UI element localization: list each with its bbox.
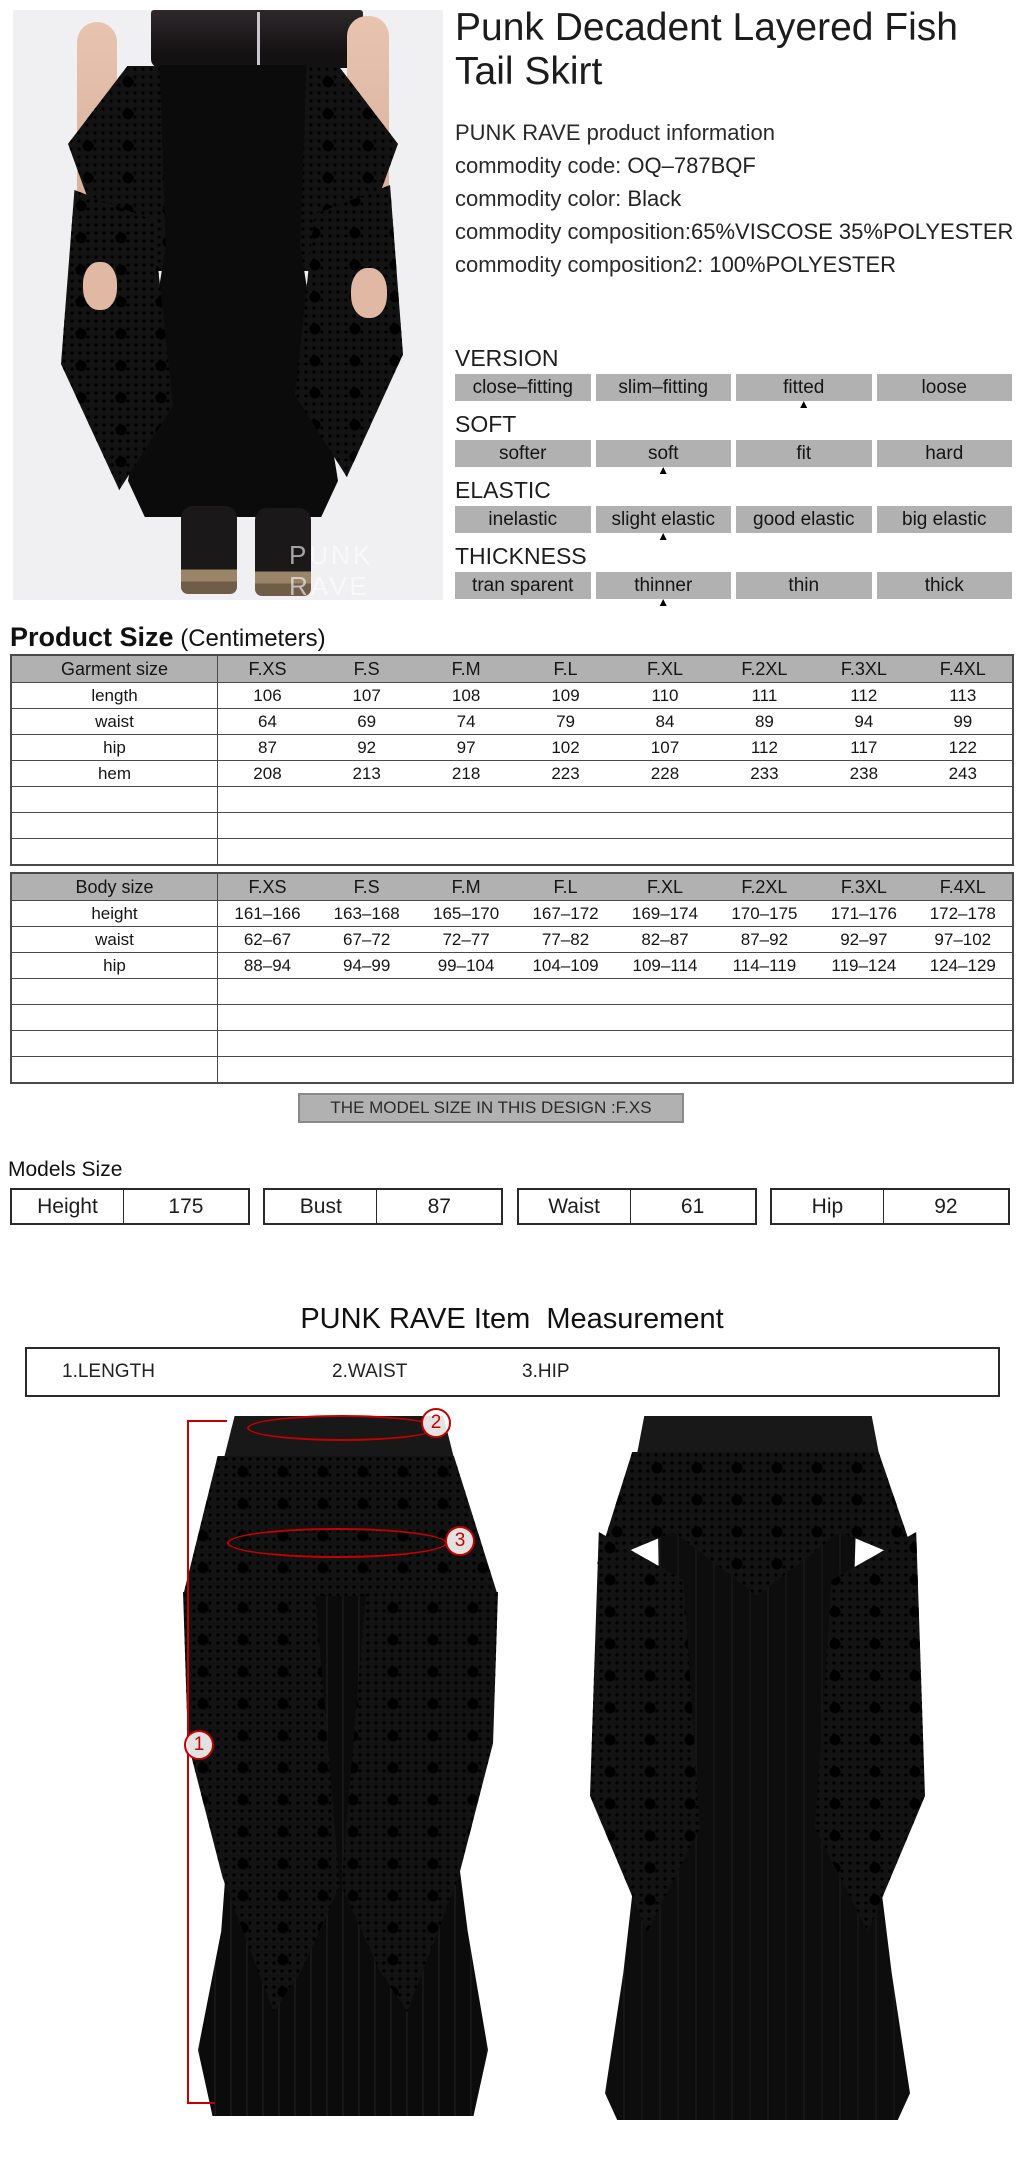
- cell: [615, 979, 714, 1005]
- cell: [715, 813, 814, 839]
- cell: 122: [914, 735, 1013, 761]
- table-row: [11, 901, 1013, 927]
- cell: 111: [715, 683, 814, 709]
- cell: 172–178: [914, 901, 1013, 927]
- attribute-option: loose: [877, 374, 1013, 401]
- cell: [416, 787, 515, 813]
- attribute-group-elastic: [455, 478, 1012, 544]
- cell: [615, 839, 714, 866]
- attribute-title: SOFT: [455, 411, 517, 437]
- cell: 79: [516, 709, 615, 735]
- cell: [715, 787, 814, 813]
- cell: [416, 979, 515, 1005]
- header-cell: F.M: [416, 655, 515, 683]
- length-measure-tick-top: [187, 1420, 227, 1422]
- cell: [914, 979, 1013, 1005]
- cell: 228: [615, 761, 714, 787]
- cell: length: [11, 683, 218, 709]
- cell: [615, 1005, 714, 1031]
- cell: [11, 839, 218, 866]
- cell: 208: [218, 761, 317, 787]
- skirt-front-view: [183, 1412, 518, 2127]
- header-cell: F.2XL: [715, 655, 814, 683]
- attribute-group-version: [455, 346, 1012, 412]
- cell: 92–97: [814, 927, 913, 953]
- cell: 117: [814, 735, 913, 761]
- cell: 99: [914, 709, 1013, 735]
- cell: [218, 813, 317, 839]
- selected-marker-arrow-icon: ▲: [657, 529, 670, 543]
- header-cell: F.L: [516, 655, 615, 683]
- measurement-legend: [25, 1347, 1000, 1397]
- header-cell: F.S: [317, 655, 416, 683]
- model-size-box-hip: [770, 1188, 1010, 1225]
- cell: 87–92: [715, 927, 814, 953]
- attribute-title: ELASTIC: [455, 477, 551, 503]
- field-label: commodity composition:: [455, 219, 691, 244]
- cell: [218, 1005, 317, 1031]
- info-line-code: [455, 149, 1020, 182]
- measurement-legend-item: 3.HIP: [522, 1361, 570, 1382]
- hip-measure-ellipse: [227, 1528, 447, 1558]
- cell: [416, 1057, 515, 1084]
- model-photo: [13, 10, 443, 600]
- cell: 104–109: [516, 953, 615, 979]
- cell: [317, 1057, 416, 1084]
- cell: [317, 1031, 416, 1057]
- cell: 112: [715, 735, 814, 761]
- cell: hip: [11, 735, 218, 761]
- cell: 223: [516, 761, 615, 787]
- corset-zipper: [257, 12, 260, 66]
- cell: 113: [914, 683, 1013, 709]
- cell: 163–168: [317, 901, 416, 927]
- cell: 97: [416, 735, 515, 761]
- cell: 233: [715, 761, 814, 787]
- cell: 84: [615, 709, 714, 735]
- cell: [814, 1031, 913, 1057]
- cell: [516, 787, 615, 813]
- length-measure-tick-bottom: [187, 2102, 215, 2104]
- cell: 109: [516, 683, 615, 709]
- product-size-title: Product Size: [10, 622, 174, 652]
- circled-number-hip: 3: [445, 1526, 475, 1556]
- model-size-label: Waist: [519, 1190, 631, 1223]
- attribute-option: slim–fitting: [596, 374, 732, 401]
- cell: 110: [615, 683, 714, 709]
- cell: 109–114: [615, 953, 714, 979]
- header-cell: F.XS: [218, 873, 317, 901]
- cell: [914, 1005, 1013, 1031]
- table-row: [11, 761, 1013, 787]
- cell: height: [11, 901, 218, 927]
- cell: [615, 813, 714, 839]
- cell: 161–166: [218, 901, 317, 927]
- cell: 92: [317, 735, 416, 761]
- cell: 213: [317, 761, 416, 787]
- cell: 89: [715, 709, 814, 735]
- cell: waist: [11, 927, 218, 953]
- attribute-options-row: [455, 374, 1012, 401]
- cell: [218, 1031, 317, 1057]
- cell: [914, 1031, 1013, 1057]
- model-size-value: 92: [934, 1195, 958, 1218]
- cell: 238: [814, 761, 913, 787]
- header-cell: F.S: [317, 873, 416, 901]
- info-line-composition2: [455, 248, 1020, 281]
- length-measure-line: [187, 1420, 189, 2104]
- cell: [814, 1057, 913, 1084]
- table-row: [11, 979, 1013, 1005]
- table-row: [11, 787, 1013, 813]
- cell: [416, 839, 515, 866]
- model-size-value: 87: [427, 1195, 451, 1218]
- cell: [11, 787, 218, 813]
- table-row: [11, 709, 1013, 735]
- attribute-title: THICKNESS: [455, 543, 587, 569]
- field-value: 65%VISCOSE 35%POLYESTER: [690, 219, 1014, 244]
- platform-shoe-left: [181, 506, 237, 594]
- cell: hip: [11, 953, 218, 979]
- cell: [914, 839, 1013, 866]
- cell: 218: [416, 761, 515, 787]
- cell: [416, 1031, 515, 1057]
- cell: [715, 839, 814, 866]
- product-size-unit: (Centimeters): [173, 625, 326, 652]
- circled-number-length: 1: [184, 1730, 214, 1760]
- cell: 114–119: [715, 953, 814, 979]
- cell: 64: [218, 709, 317, 735]
- cell: [814, 787, 913, 813]
- cell: waist: [11, 709, 218, 735]
- cell: 99–104: [416, 953, 515, 979]
- model-size-box-height: [10, 1188, 250, 1225]
- model-size-box-waist: [517, 1188, 757, 1225]
- brand-watermark: PUNK RAVE: [289, 540, 374, 600]
- cell: [814, 813, 913, 839]
- table-row: [11, 735, 1013, 761]
- cell: [317, 813, 416, 839]
- model-left-hand: [83, 262, 117, 310]
- cell: 77–82: [516, 927, 615, 953]
- cell: [218, 839, 317, 866]
- header-cell: F.2XL: [715, 873, 814, 901]
- attribute-option: good elastic: [736, 506, 872, 533]
- cell: [11, 1057, 218, 1084]
- model-right-hand: [351, 268, 387, 318]
- cell: 169–174: [615, 901, 714, 927]
- cell: [317, 787, 416, 813]
- table-row: [11, 953, 1013, 979]
- cell: 74: [416, 709, 515, 735]
- table-header-row: [11, 873, 1013, 901]
- measurement-legend-item: 2.WAIST: [332, 1361, 408, 1382]
- cell: [914, 787, 1013, 813]
- cell: [715, 979, 814, 1005]
- body-size-table: [10, 872, 1014, 1084]
- attribute-options-row: [455, 572, 1012, 599]
- attribute-options-row: [455, 506, 1012, 533]
- header-cell: F.3XL: [814, 873, 913, 901]
- cell: [615, 1031, 714, 1057]
- cell: [11, 979, 218, 1005]
- header-cell: F.L: [516, 873, 615, 901]
- corset-belt: [151, 10, 363, 68]
- header-cell: Body size: [11, 873, 218, 901]
- model-size-value: 61: [680, 1195, 705, 1218]
- field-label: commodity code:: [455, 153, 628, 178]
- field-value: Black: [627, 186, 682, 211]
- attribute-title: VERSION: [455, 345, 559, 371]
- mesh-overlay: [183, 1456, 498, 1596]
- table-row: [11, 683, 1013, 709]
- info-line-color: [455, 182, 1020, 215]
- cell: 170–175: [715, 901, 814, 927]
- attribute-group-thickness: [455, 544, 1012, 610]
- cell: 167–172: [516, 901, 615, 927]
- waist-measure-ellipse: [247, 1415, 437, 1441]
- info-heading: PUNK RAVE product information: [455, 120, 775, 145]
- header-cell: Garment size: [11, 655, 218, 683]
- attribute-option: soft: [596, 440, 732, 467]
- field-label: commodity color:: [455, 186, 628, 211]
- cell: 171–176: [814, 901, 913, 927]
- cell: 67–72: [317, 927, 416, 953]
- header-cell: F.XS: [218, 655, 317, 683]
- cell: [11, 1031, 218, 1057]
- attribute-option: tran sparent: [455, 572, 591, 599]
- model-size-value: 175: [168, 1195, 204, 1218]
- cell: 108: [416, 683, 515, 709]
- cell: [516, 979, 615, 1005]
- cell: [814, 839, 913, 866]
- cell: hem: [11, 761, 218, 787]
- cell: [715, 1057, 814, 1084]
- header-cell: F.3XL: [814, 655, 913, 683]
- cell: [317, 839, 416, 866]
- cell: 97–102: [914, 927, 1013, 953]
- cell: [218, 1057, 317, 1084]
- cell: [416, 813, 515, 839]
- cell: [914, 1057, 1013, 1084]
- cell: [218, 787, 317, 813]
- cell: 165–170: [416, 901, 515, 927]
- cell: 69: [317, 709, 416, 735]
- cell: [814, 1005, 913, 1031]
- attribute-option: softer: [455, 440, 591, 467]
- cell: 87: [218, 735, 317, 761]
- cell: [914, 813, 1013, 839]
- attribute-option: thinner: [596, 572, 732, 599]
- product-title: Punk Decadent Layered Fish Tail Skirt: [455, 6, 958, 93]
- model-size-label: Bust: [265, 1190, 377, 1223]
- selected-marker-arrow-icon: ▲: [797, 397, 810, 411]
- header-cell: F.XL: [615, 873, 714, 901]
- model-size-note: THE MODEL SIZE IN THIS DESIGN :F.XS: [298, 1093, 684, 1123]
- cell: 102: [516, 735, 615, 761]
- cell: [11, 1005, 218, 1031]
- cell: [516, 839, 615, 866]
- selected-marker-arrow-icon: ▲: [657, 595, 670, 609]
- cell: 72–77: [416, 927, 515, 953]
- models-size-row: [10, 1188, 1010, 1225]
- cell: 62–67: [218, 927, 317, 953]
- field-value: 100%POLYESTER: [709, 252, 897, 277]
- table-row: [11, 1057, 1013, 1084]
- attribute-option: fit: [736, 440, 872, 467]
- attribute-option: fitted: [736, 374, 872, 401]
- product-size-heading: [10, 622, 326, 653]
- info-line-composition: [455, 215, 1020, 248]
- table-row: [11, 1031, 1013, 1057]
- cell: [416, 1005, 515, 1031]
- field-label: commodity composition2:: [455, 252, 710, 277]
- attribute-option: hard: [877, 440, 1013, 467]
- cell: 106: [218, 683, 317, 709]
- table-row: [11, 839, 1013, 866]
- attribute-option: thin: [736, 572, 872, 599]
- cell: [715, 1005, 814, 1031]
- measurement-heading: PUNK RAVE Item Measurement: [300, 1303, 724, 1335]
- cell: 124–129: [914, 953, 1013, 979]
- selected-marker-arrow-icon: ▲: [657, 463, 670, 477]
- circled-number-waist: 2: [421, 1408, 451, 1438]
- cell: 94: [814, 709, 913, 735]
- table-header-row: [11, 655, 1013, 683]
- header-cell: F.M: [416, 873, 515, 901]
- cell: 107: [317, 683, 416, 709]
- models-size-heading: Models Size: [8, 1158, 123, 1181]
- cell: [317, 1005, 416, 1031]
- skirt-back-view: [585, 1412, 930, 2127]
- attribute-option: close–fitting: [455, 374, 591, 401]
- header-cell: F.4XL: [914, 655, 1013, 683]
- attribute-scales: [455, 346, 1012, 610]
- cell: 243: [914, 761, 1013, 787]
- cell: 94–99: [317, 953, 416, 979]
- header-cell: F.4XL: [914, 873, 1013, 901]
- cell: [715, 1031, 814, 1057]
- cell: [317, 979, 416, 1005]
- attribute-option: slight elastic: [596, 506, 732, 533]
- cell: [516, 813, 615, 839]
- attribute-group-soft: [455, 412, 1012, 478]
- waistband: [637, 1416, 879, 1454]
- cell: 82–87: [615, 927, 714, 953]
- product-info-block: [455, 116, 1020, 281]
- header-cell: F.XL: [615, 655, 714, 683]
- model-size-label: Hip: [772, 1190, 884, 1223]
- cell: 119–124: [814, 953, 913, 979]
- attribute-option: thick: [877, 572, 1013, 599]
- cell: [11, 813, 218, 839]
- cell: [218, 979, 317, 1005]
- cell: [516, 1005, 615, 1031]
- cell: 88–94: [218, 953, 317, 979]
- attribute-option: big elastic: [877, 506, 1013, 533]
- cell: [516, 1031, 615, 1057]
- table-row: [11, 927, 1013, 953]
- cell: [615, 1057, 714, 1084]
- cell: 112: [814, 683, 913, 709]
- cell: [516, 1057, 615, 1084]
- table-row: [11, 813, 1013, 839]
- table-row: [11, 1005, 1013, 1031]
- cell: [615, 787, 714, 813]
- measurement-legend-item: 1.LENGTH: [62, 1361, 155, 1382]
- attribute-option: inelastic: [455, 506, 591, 533]
- model-size-label: Height: [12, 1190, 124, 1223]
- cell: 107: [615, 735, 714, 761]
- model-size-box-bust: [263, 1188, 503, 1225]
- field-value: OQ–787BQF: [627, 153, 756, 178]
- garment-size-table: [10, 654, 1014, 866]
- attribute-options-row: [455, 440, 1012, 467]
- cell: [814, 979, 913, 1005]
